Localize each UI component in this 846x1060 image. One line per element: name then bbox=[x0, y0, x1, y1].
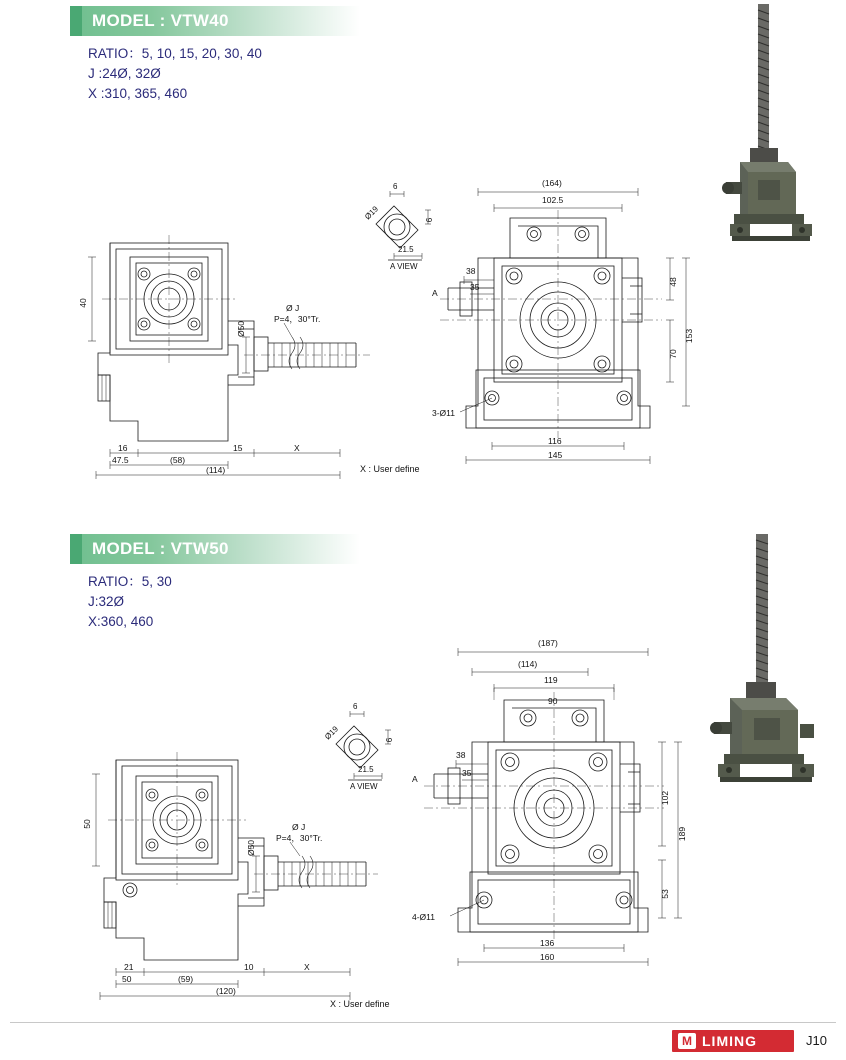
svg-text:(59): (59) bbox=[178, 974, 194, 984]
a-view-label-vtw40: A VIEW bbox=[390, 262, 418, 270]
spec-x-vtw50: X:360, 460 bbox=[88, 614, 154, 629]
svg-text:15: 15 bbox=[233, 443, 243, 453]
svg-text:(120): (120) bbox=[216, 986, 236, 996]
svg-text:47.5: 47.5 bbox=[112, 455, 129, 465]
page-number: J10 bbox=[806, 1033, 827, 1048]
spec-ratio-vtw40: RATIO：5, 10, 15, 20, 30, 40 bbox=[88, 46, 262, 61]
svg-text:153: 153 bbox=[684, 328, 694, 344]
footer-divider bbox=[10, 1022, 836, 1023]
svg-text:160: 160 bbox=[540, 952, 555, 962]
svg-text:53: 53 bbox=[660, 889, 670, 899]
svg-text:38: 38 bbox=[456, 750, 466, 760]
svg-text:6: 6 bbox=[425, 217, 434, 223]
svg-text:136: 136 bbox=[540, 938, 555, 948]
product-photo-vtw50 bbox=[700, 528, 830, 803]
note-x-user-define-vtw40: X : User define bbox=[360, 464, 420, 474]
svg-text:90: 90 bbox=[548, 696, 558, 706]
model-header-vtw40 bbox=[70, 6, 370, 36]
svg-text:6: 6 bbox=[393, 182, 398, 191]
svg-text:Ø19: Ø19 bbox=[363, 204, 381, 222]
svg-text:6: 6 bbox=[353, 702, 358, 711]
svg-text:4-Ø11: 4-Ø11 bbox=[412, 912, 435, 922]
svg-text:X: X bbox=[294, 443, 300, 453]
model-title-vtw40: MODEL : VTW40 bbox=[92, 11, 229, 30]
brand-mark-icon: M bbox=[678, 1033, 696, 1049]
header-accent-tab bbox=[70, 6, 82, 36]
svg-text:A: A bbox=[432, 288, 438, 298]
svg-text:(187): (187) bbox=[538, 638, 558, 648]
a-view-label-vtw50: A VIEW bbox=[350, 782, 378, 790]
svg-text:102: 102 bbox=[660, 790, 670, 806]
specs-vtw40 bbox=[88, 44, 262, 104]
front-view-drawing-vtw40 bbox=[430, 170, 710, 470]
svg-text:Ø50: Ø50 bbox=[246, 839, 256, 857]
svg-text:Ø J: Ø J bbox=[286, 303, 300, 313]
svg-text:119: 119 bbox=[544, 675, 558, 685]
svg-text:189: 189 bbox=[677, 826, 687, 842]
svg-text:38: 38 bbox=[466, 266, 476, 276]
spec-ratio-vtw50: RATIO：5, 30 bbox=[88, 574, 172, 589]
svg-text:35: 35 bbox=[462, 768, 472, 778]
svg-text:(164): (164) bbox=[542, 178, 562, 188]
svg-text:Ø J: Ø J bbox=[292, 822, 306, 832]
svg-text:P=4，30°Tr.: P=4，30°Tr. bbox=[276, 833, 323, 843]
svg-text:70: 70 bbox=[668, 349, 678, 359]
svg-text:50: 50 bbox=[122, 974, 132, 984]
model-header-vtw50 bbox=[70, 534, 370, 564]
specs-vtw50 bbox=[88, 572, 172, 632]
svg-text:116: 116 bbox=[548, 436, 562, 446]
note-x-user-define-vtw50: X : User define bbox=[330, 999, 390, 1009]
brand-logo bbox=[672, 1030, 794, 1052]
spec-j-vtw50: J:32Ø bbox=[88, 594, 125, 609]
product-photo-vtw40 bbox=[706, 0, 826, 275]
svg-text:10: 10 bbox=[244, 962, 254, 972]
svg-text:48: 48 bbox=[668, 277, 678, 287]
svg-text:Ø50: Ø50 bbox=[236, 320, 246, 338]
header-accent-tab-2 bbox=[70, 534, 82, 564]
brand-name: LIMING bbox=[702, 1033, 757, 1049]
spec-x-vtw40: X :310, 365, 460 bbox=[88, 86, 188, 101]
svg-text:145: 145 bbox=[548, 450, 563, 460]
a-view-detail-vtw50 bbox=[320, 700, 410, 790]
svg-text:6: 6 bbox=[385, 737, 394, 743]
svg-text:21: 21 bbox=[124, 962, 134, 972]
side-view-drawing-vtw40 bbox=[78, 225, 378, 480]
svg-text:21.5: 21.5 bbox=[358, 765, 374, 774]
svg-text:21.5: 21.5 bbox=[398, 245, 414, 254]
svg-text:A: A bbox=[412, 774, 418, 784]
svg-text:16: 16 bbox=[118, 443, 128, 453]
svg-text:Ø19: Ø19 bbox=[323, 724, 341, 742]
svg-text:50: 50 bbox=[82, 819, 92, 829]
front-view-drawing-vtw50 bbox=[410, 630, 700, 970]
svg-text:(114): (114) bbox=[518, 659, 538, 669]
svg-text:(58): (58) bbox=[170, 455, 186, 465]
svg-text:35: 35 bbox=[470, 282, 480, 292]
svg-text:P=4，30°Tr.: P=4，30°Tr. bbox=[274, 314, 321, 324]
svg-text:102.5: 102.5 bbox=[542, 195, 564, 205]
svg-text:3-Ø11: 3-Ø11 bbox=[432, 408, 455, 418]
svg-text:X: X bbox=[304, 962, 310, 972]
svg-text:40: 40 bbox=[78, 298, 88, 308]
svg-text:(114): (114) bbox=[206, 465, 226, 475]
model-title-vtw50: MODEL : VTW50 bbox=[92, 539, 229, 558]
spec-j-vtw40: J :24Ø, 32Ø bbox=[88, 66, 161, 81]
